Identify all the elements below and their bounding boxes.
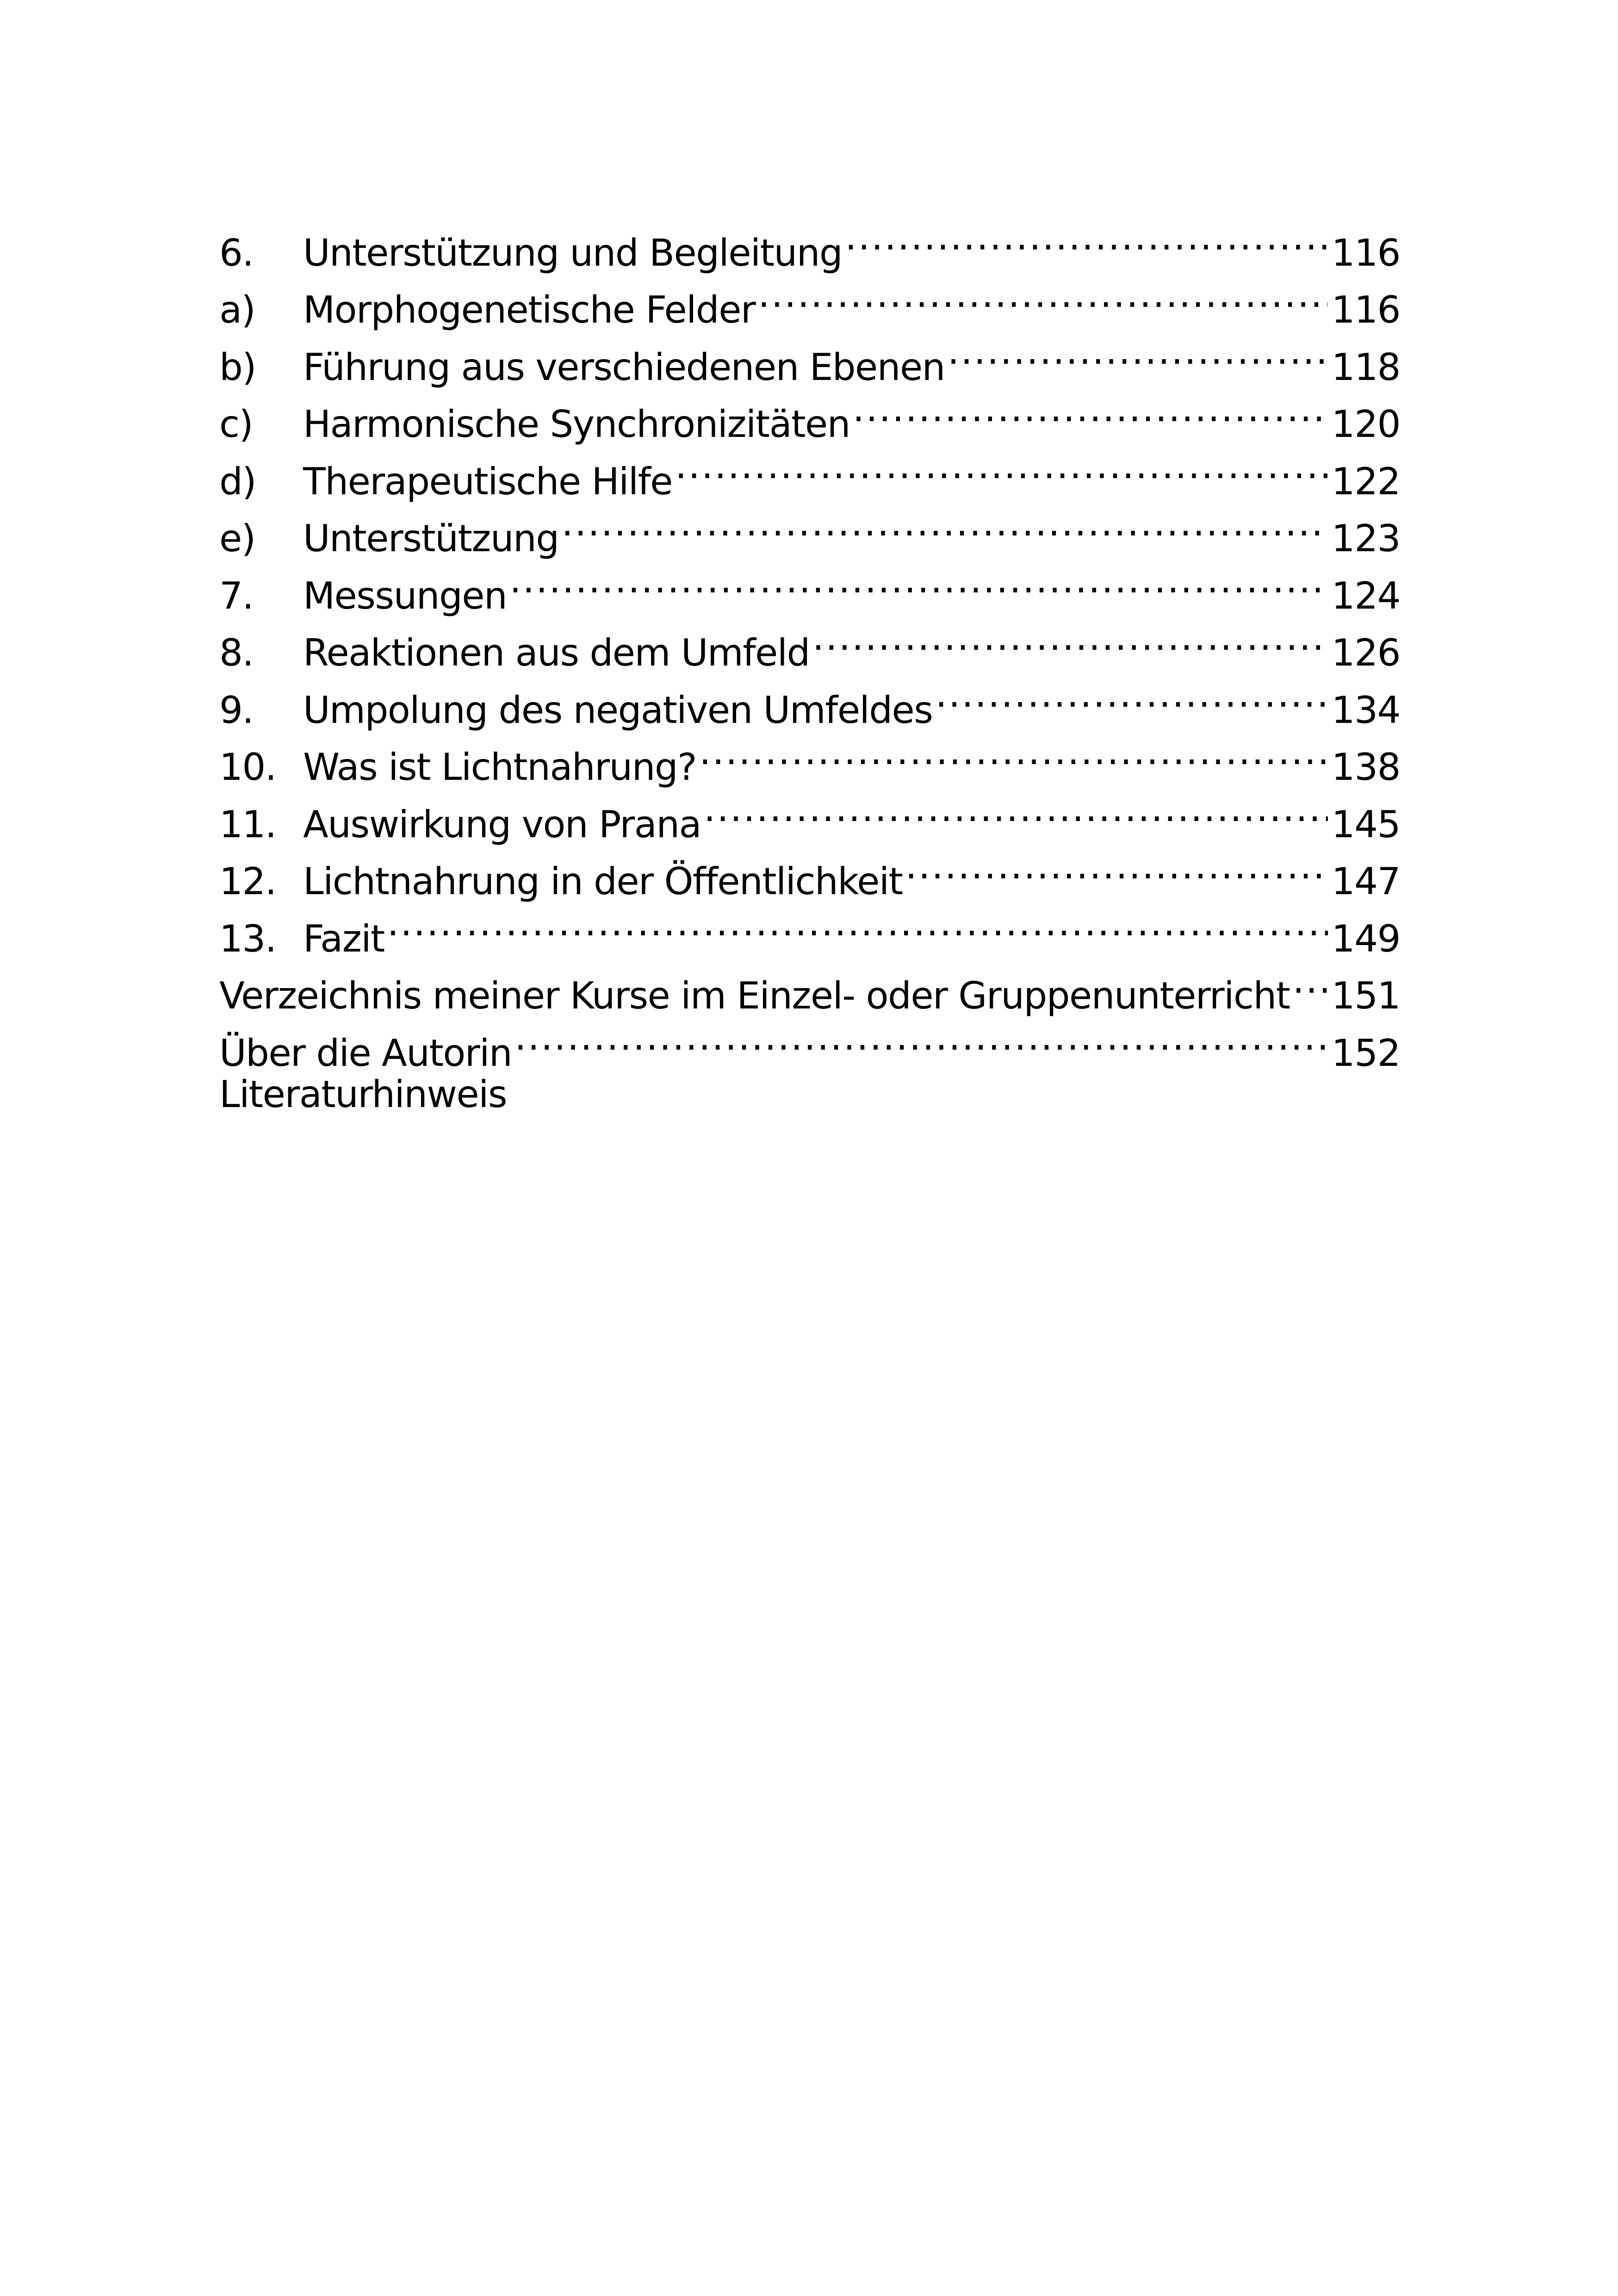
dot-leader (699, 723, 1328, 780)
toc-entry-number: c) (219, 403, 253, 446)
dot-leader (935, 666, 1327, 723)
toc-entry-page: 116 (1331, 288, 1400, 331)
toc-entry-title: Harmonische Synchronizitäten (303, 403, 850, 446)
dot-leader (812, 609, 1328, 666)
toc-entry-page: 147 (1331, 860, 1400, 903)
toc-entry-number: 8. (219, 631, 254, 674)
toc-entry-number: 10. (219, 746, 276, 789)
toc-entry-number: d) (219, 460, 256, 503)
dot-leader (758, 266, 1328, 323)
toc-entry-number: 6. (219, 231, 254, 274)
toc-entry-page: 126 (1331, 631, 1400, 674)
toc-entry-title: Lichtnahrung in der Öffentlichkeit (303, 860, 903, 903)
dot-leader (905, 837, 1327, 895)
toc-entry-page: 152 (1331, 1031, 1400, 1075)
toc-entry-page: 149 (1331, 917, 1400, 960)
toc-entry-title: Auswirkung von Prana (303, 803, 701, 846)
dot-leader (562, 494, 1328, 552)
toc-entry-number: b) (219, 345, 256, 389)
toc-entry (219, 208, 1400, 274)
dot-leader (387, 894, 1328, 952)
dot-leader (515, 1008, 1328, 1066)
toc-entry-title: Unterstützung und Begleitung (303, 231, 843, 274)
toc-entry-title: Literaturhinweis (219, 1072, 507, 1116)
toc-entry (219, 894, 1400, 960)
dot-leader (704, 780, 1328, 837)
dot-leader (1293, 952, 1328, 1009)
toc-entry-number: 11. (219, 803, 276, 846)
toc-entry-page: 118 (1331, 345, 1400, 389)
toc-entry-title: Verzeichnis meiner Kurse im Einzel- oder Gruppenunterricht (219, 974, 1290, 1017)
toc-entry-title: Messungen (303, 574, 507, 617)
toc-entry-title: Umpolung des negativen Umfeldes (303, 688, 933, 732)
toc-entry (219, 1066, 1400, 1123)
toc-entry-number: 12. (219, 860, 276, 903)
dot-leader (675, 437, 1328, 494)
toc-entry-title: Morphogenetische Felder (303, 288, 756, 331)
dot-leader (845, 208, 1328, 266)
toc-entry-title: Reaktionen aus dem Umfeld (303, 631, 810, 674)
toc-entry-page: 122 (1331, 460, 1400, 503)
toc-entry-number: 7. (219, 574, 254, 617)
toc-entry-page: 123 (1331, 517, 1400, 560)
toc-entry-page: 134 (1331, 688, 1400, 732)
table-of-contents (219, 208, 1400, 1123)
toc-entry-number: 9. (219, 688, 254, 732)
toc-entry-page: 116 (1331, 231, 1400, 274)
toc-entry-title: Was ist Lichtnahrung? (303, 746, 697, 789)
dot-leader (853, 380, 1328, 437)
toc-entry-title: Fazit (303, 917, 384, 960)
toc-entry-page: 124 (1331, 574, 1400, 617)
toc-entry-title: Unterstützung (303, 517, 559, 560)
dot-leader (509, 551, 1328, 609)
toc-entry-number: e) (219, 517, 255, 560)
toc-entry (219, 952, 1400, 1017)
toc-entry-title: Über die Autorin (219, 1031, 512, 1075)
toc-entry-number: 13. (219, 917, 276, 960)
toc-entry-number: a) (219, 288, 255, 331)
toc-entry-page: 151 (1331, 974, 1400, 1017)
dot-leader (948, 323, 1328, 380)
toc-entry-page: 138 (1331, 746, 1400, 789)
toc-entry-title: Führung aus verschiedenen Ebenen (303, 345, 945, 389)
toc-entry-page: 145 (1331, 803, 1400, 846)
toc-entry-title: Therapeutische Hilfe (303, 460, 673, 503)
toc-entry-page: 120 (1331, 403, 1400, 446)
